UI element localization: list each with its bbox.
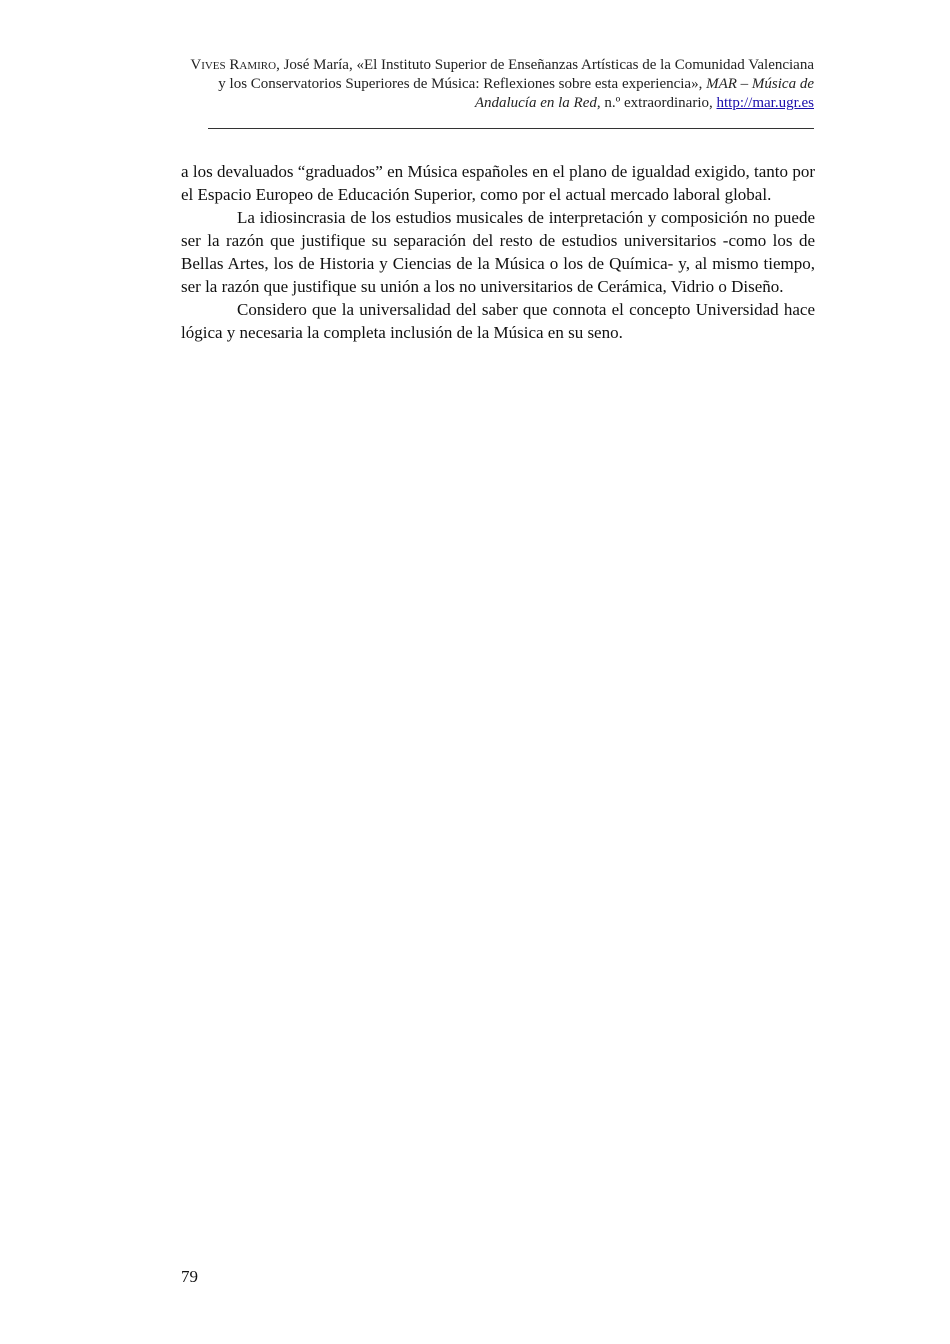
journal-url-link[interactable]: http://mar.ugr.es <box>716 95 814 111</box>
running-header <box>182 56 814 113</box>
header-divider <box>208 128 814 129</box>
issue-info: , n.º extraordinario, <box>596 95 717 111</box>
citation-dash: – <box>736 76 752 92</box>
paragraph: a los devaluados “graduados” en Música españoles en el plano de igualdad exigido, tanto por el Espacio Europeo de Educación Superior, como por el actual mercado laboral global. <box>181 162 815 204</box>
paragraph: La idiosincrasia de los estudios musicales de interpretación y composición no puede ser la razón que justifique su separación del resto de estudios universitarios -como los de Bellas Artes, los de Historia y Ciencias de la Música o los de Química- y, al mismo tiempo, ser la razón que justifique su unión a los no universitarios de Cerámica, Vidrio o Diseño. <box>181 208 815 296</box>
main-text <box>181 160 815 344</box>
journal-title: Música de Andalucía en la Red <box>474 76 814 111</box>
page-number: 79 <box>181 1267 198 1286</box>
journal-abbreviation: MAR <box>706 76 737 92</box>
paragraph: Considero que la universalidad del saber que connota el concepto Universidad hace lógica y necesaria la completa inclusión de la Música en su seno. <box>181 300 815 342</box>
citation-text: , José María, «El Instituto Superior de Enseñanzas Artísticas de la Comunidad Valenciana y los Conservatorios Superiores de Música: Reflexiones sobre esta experiencia», <box>218 57 814 92</box>
author-surname: Vives Ramiro <box>190 57 277 73</box>
